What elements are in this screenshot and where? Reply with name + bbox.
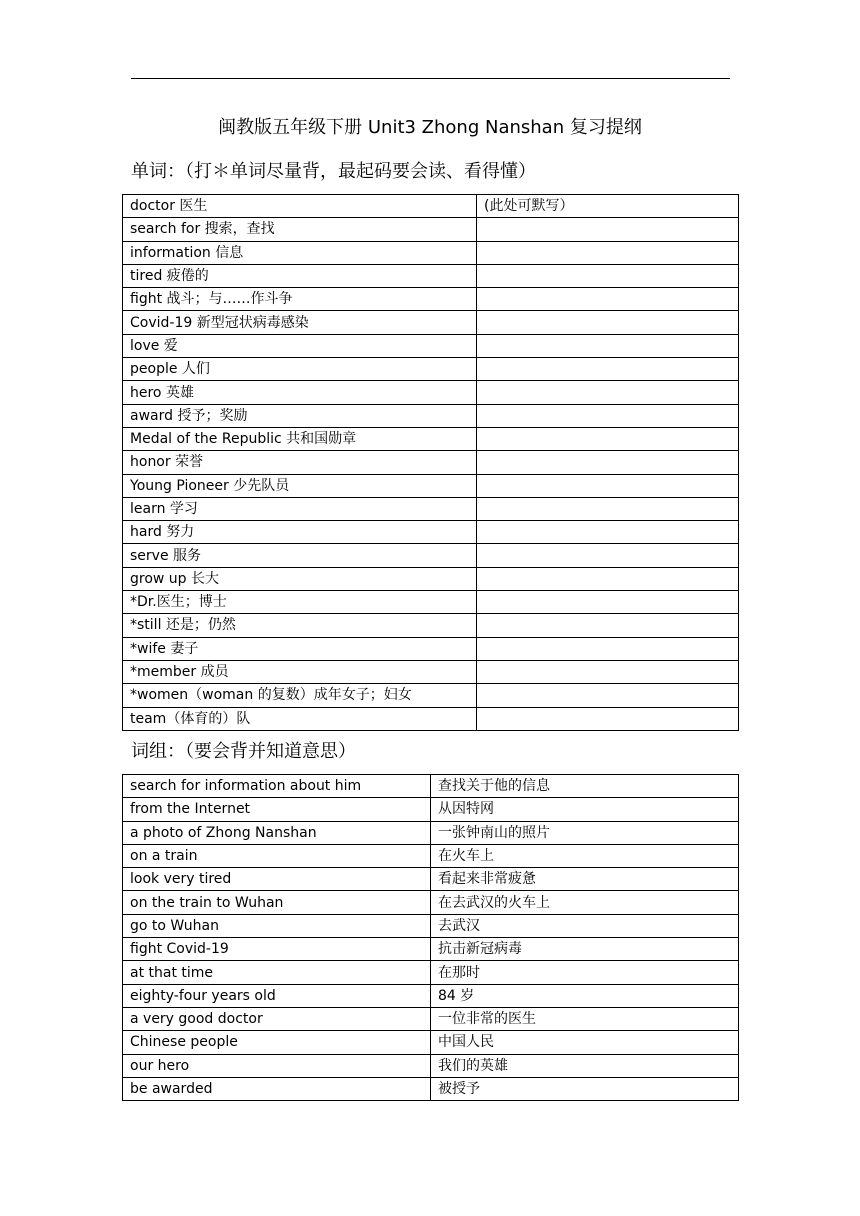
word-entry: *women（woman 的复数）成年女子；妇女: [123, 684, 477, 707]
phrase-chinese: 一位非常的医生: [431, 1007, 739, 1030]
word-row: [123, 404, 739, 427]
dictation-blank: [477, 334, 739, 357]
phrase-row: [123, 868, 739, 891]
phrase-row: [123, 821, 739, 844]
phrase-chinese: 在去武汉的火车上: [431, 891, 739, 914]
phrase-chinese: 从因特网: [431, 798, 739, 821]
phrase-english: on a train: [123, 844, 431, 867]
dictation-blank: [477, 497, 739, 520]
phrase-english: at that time: [123, 961, 431, 984]
word-entry: *Dr.医生；博士: [123, 591, 477, 614]
phrase-english: go to Wuhan: [123, 914, 431, 937]
phrase-english: a photo of Zhong Nanshan: [123, 821, 431, 844]
word-entry: award 授予；奖励: [123, 404, 477, 427]
phrase-chinese: 一张钟南山的照片: [431, 821, 739, 844]
phrase-english: eighty-four years old: [123, 984, 431, 1007]
word-row: [123, 707, 739, 730]
word-entry: grow up 长大: [123, 567, 477, 590]
word-entry: *wife 妻子: [123, 637, 477, 660]
word-entry: fight 战斗；与……作斗争: [123, 288, 477, 311]
word-entry: search for 搜索，查找: [123, 218, 477, 241]
word-entry: team（体育的）队: [123, 707, 477, 730]
dictation-blank: [477, 358, 739, 381]
word-row: [123, 591, 739, 614]
dictation-blank: [477, 288, 739, 311]
dictation-blank: [477, 474, 739, 497]
phrase-chinese: 被授予: [431, 1077, 739, 1100]
phrase-row: [123, 1007, 739, 1030]
dictation-blank: [477, 544, 739, 567]
phrase-row: [123, 938, 739, 961]
word-row: [123, 381, 739, 404]
phrase-english: look very tired: [123, 868, 431, 891]
word-entry: doctor 医生: [123, 195, 477, 218]
word-row: [123, 544, 739, 567]
word-row: [123, 521, 739, 544]
phrases-section-heading: 词组：（要会背并知道意思）: [131, 741, 356, 762]
word-entry: tired 疲倦的: [123, 264, 477, 287]
word-row: [123, 288, 739, 311]
word-row: [123, 358, 739, 381]
word-entry: learn 学习: [123, 497, 477, 520]
word-row: [123, 311, 739, 334]
phrase-chinese: 我们的英雄: [431, 1054, 739, 1077]
phrase-chinese: 去武汉: [431, 914, 739, 937]
word-row: [123, 451, 739, 474]
phrase-row: [123, 798, 739, 821]
phrase-chinese: 查找关于他的信息: [431, 775, 739, 798]
word-row: [123, 241, 739, 264]
word-entry: hard 努力: [123, 521, 477, 544]
dictation-blank: [477, 660, 739, 683]
phrase-english: fight Covid-19: [123, 938, 431, 961]
document-title: 闽教版五年级下册 Unit3 Zhong Nanshan 复习提纲: [218, 117, 642, 138]
dictation-blank: [477, 404, 739, 427]
phrase-english: a very good doctor: [123, 1007, 431, 1030]
phrase-row: [123, 961, 739, 984]
dictation-blank: [477, 311, 739, 334]
phrase-english: from the Internet: [123, 798, 431, 821]
dictation-blank: [477, 614, 739, 637]
word-row: [123, 427, 739, 450]
word-row: [123, 614, 739, 637]
dictation-blank: [477, 427, 739, 450]
phrase-english: be awarded: [123, 1077, 431, 1100]
dictation-blank: [477, 241, 739, 264]
dictation-blank: [477, 381, 739, 404]
phrase-english: search for information about him: [123, 775, 431, 798]
word-row: [123, 637, 739, 660]
dictation-hint: (此处可默写）: [477, 195, 739, 218]
phrase-row: [123, 914, 739, 937]
word-entry: Young Pioneer 少先队员: [123, 474, 477, 497]
dictation-blank: [477, 684, 739, 707]
words-table: [122, 194, 739, 731]
phrases-table: [122, 774, 739, 1101]
phrase-english: Chinese people: [123, 1031, 431, 1054]
dictation-blank: [477, 707, 739, 730]
dictation-blank: [477, 591, 739, 614]
phrase-chinese: 在那时: [431, 961, 739, 984]
phrase-row: [123, 1054, 739, 1077]
header-rule: [131, 78, 730, 79]
word-entry: love 爱: [123, 334, 477, 357]
dictation-blank: [477, 451, 739, 474]
dictation-blank: [477, 567, 739, 590]
word-row: [123, 334, 739, 357]
phrase-row: [123, 984, 739, 1007]
dictation-blank: [477, 521, 739, 544]
word-entry: *member 成员: [123, 660, 477, 683]
word-entry: honor 荣誉: [123, 451, 477, 474]
phrase-row: [123, 1031, 739, 1054]
phrase-row: [123, 844, 739, 867]
word-row: [123, 474, 739, 497]
word-entry: *still 还是；仍然: [123, 614, 477, 637]
phrase-row: [123, 891, 739, 914]
word-row: [123, 218, 739, 241]
word-row: [123, 684, 739, 707]
word-entry: Covid-19 新型冠状病毒感染: [123, 311, 477, 334]
word-entry: serve 服务: [123, 544, 477, 567]
word-entry: Medal of the Republic 共和国勋章: [123, 427, 477, 450]
phrase-english: our hero: [123, 1054, 431, 1077]
words-section-heading: 单词：（打＊单词尽量背，最起码要会读、看得懂）: [131, 161, 536, 182]
word-row: [123, 264, 739, 287]
phrase-row: [123, 1077, 739, 1100]
phrase-english: on the train to Wuhan: [123, 891, 431, 914]
dictation-blank: [477, 218, 739, 241]
phrase-chinese: 中国人民: [431, 1031, 739, 1054]
word-entry: people 人们: [123, 358, 477, 381]
word-row: [123, 195, 739, 218]
word-entry: hero 英雄: [123, 381, 477, 404]
word-row: [123, 497, 739, 520]
phrase-chinese: 看起来非常疲惫: [431, 868, 739, 891]
dictation-blank: [477, 637, 739, 660]
phrase-row: [123, 775, 739, 798]
dictation-blank: [477, 264, 739, 287]
word-row: [123, 567, 739, 590]
word-entry: information 信息: [123, 241, 477, 264]
word-row: [123, 660, 739, 683]
phrase-chinese: 84 岁: [431, 984, 739, 1007]
phrase-chinese: 在火车上: [431, 844, 739, 867]
phrase-chinese: 抗击新冠病毒: [431, 938, 739, 961]
